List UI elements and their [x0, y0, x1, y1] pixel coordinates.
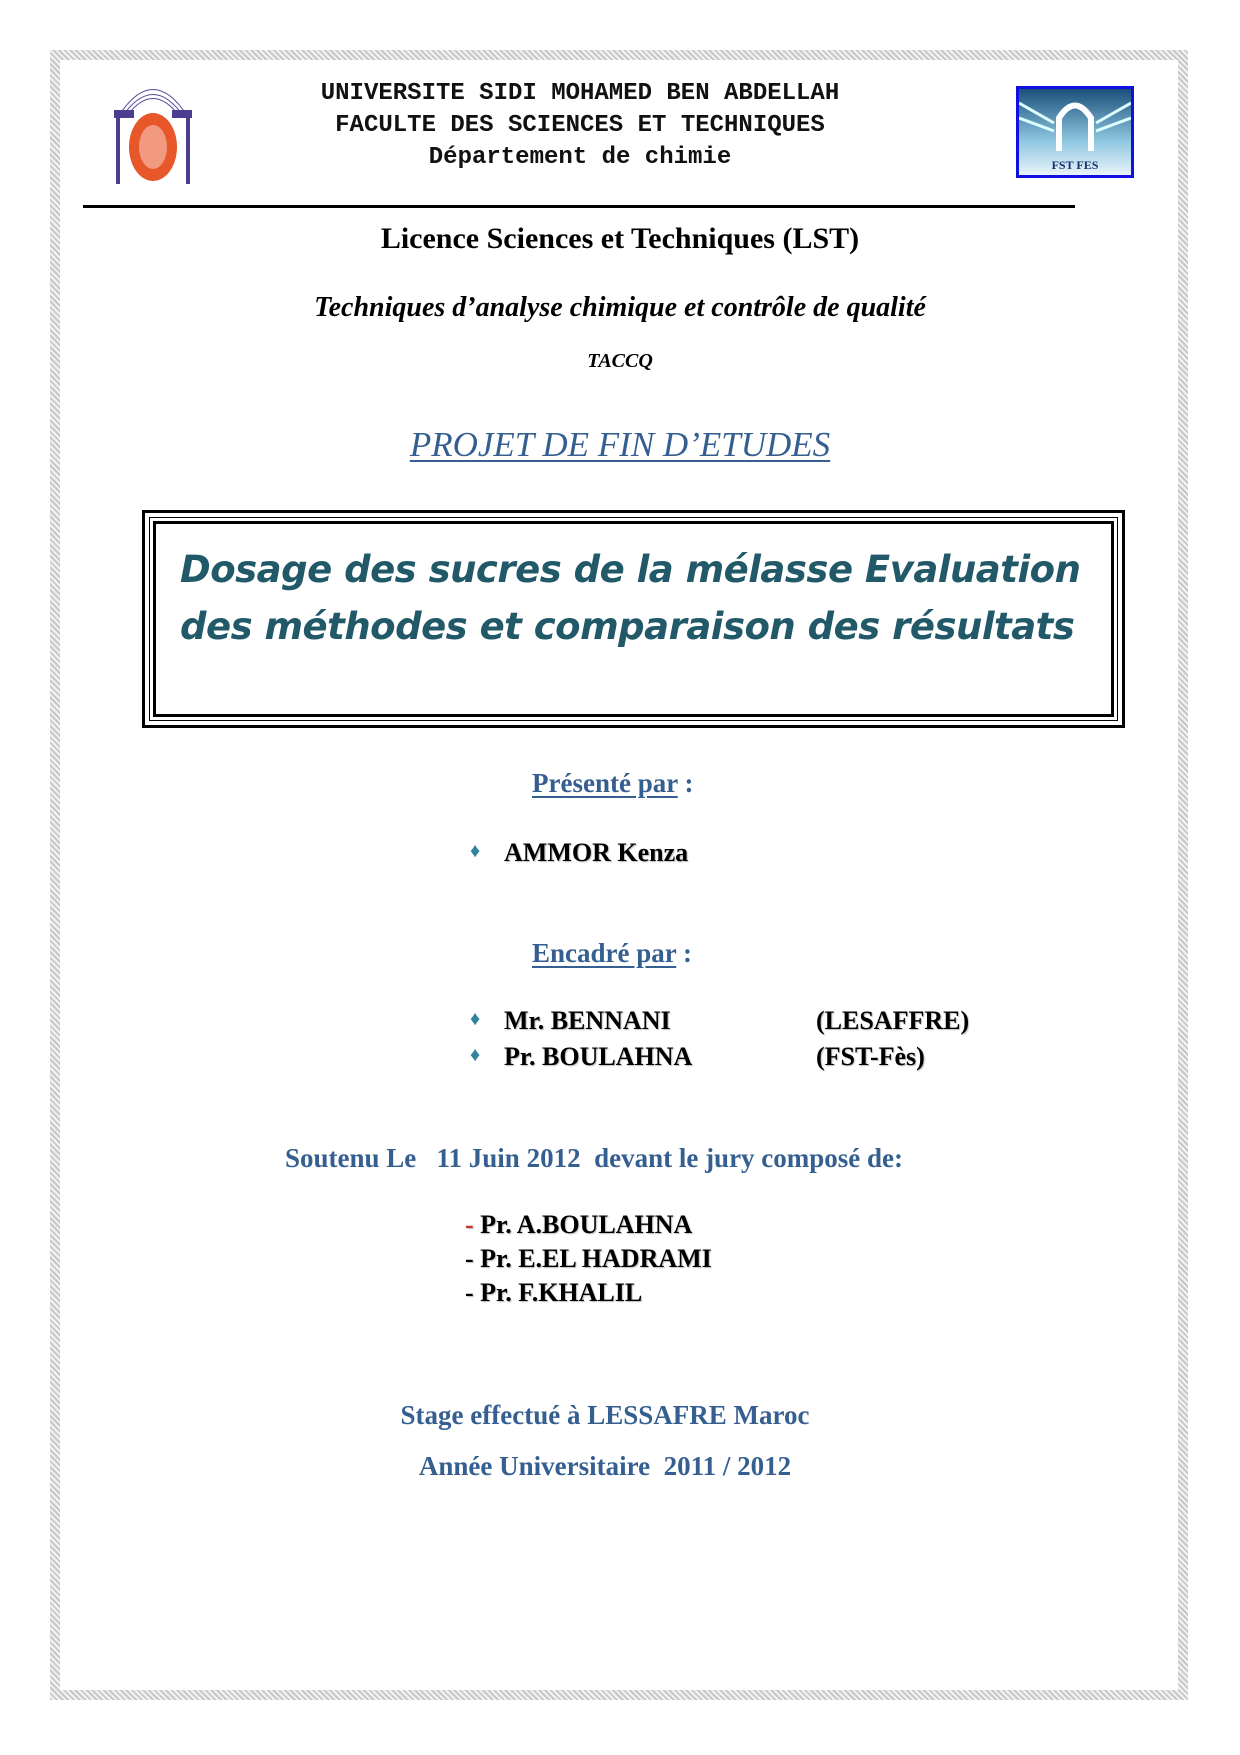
diamond-bullet-icon: ♦	[470, 840, 481, 862]
jury-member	[465, 1278, 642, 1308]
supervised-heading	[532, 938, 692, 969]
supervisor-affiliation: (FST-Fès)	[816, 1042, 925, 1071]
fst-logo	[1016, 86, 1134, 178]
jury-name: Pr. F.KHALIL	[480, 1278, 643, 1307]
degree-title: Licence Sciences et Techniques (LST)	[380, 222, 860, 255]
header-rule	[83, 205, 1075, 208]
jury-name: Pr. E.EL HADRAMI	[480, 1244, 712, 1273]
department-name: Département de chimie	[428, 144, 732, 171]
academic-year: Année Universitaire 2011 / 2012	[418, 1451, 792, 1481]
supervisor-name: Pr. BOULAHNA	[504, 1042, 693, 1071]
student-item	[470, 840, 480, 863]
jury-dash: -	[465, 1278, 481, 1307]
internship-location: Stage effectué à LESSAFRE Maroc	[400, 1400, 810, 1430]
thesis-title-line2: des méthodes et comparaison des résultats	[180, 605, 1075, 648]
jury-member	[465, 1210, 692, 1240]
student-name: AMMOR Kenza	[504, 838, 689, 867]
presented-heading	[532, 768, 693, 799]
project-label	[0, 425, 1240, 465]
presented-colon: :	[677, 768, 694, 798]
specialty-title: Techniques d’analyse chimique et contrôle de qualité	[314, 292, 926, 323]
diamond-bullet-icon: ♦	[470, 1008, 481, 1030]
jury-dash: -	[465, 1210, 481, 1239]
project-label-text: PROJET DE FIN D’ETUDES	[409, 425, 831, 464]
presented-label: Présenté par	[532, 768, 678, 798]
supervised-colon: :	[676, 938, 693, 968]
university-logo	[108, 72, 198, 187]
fst-arch-icon	[1019, 93, 1131, 153]
fst-logo-text: FST FES	[1051, 158, 1099, 172]
specialty-abbreviation: TACCQ	[587, 350, 653, 372]
supervisor-affiliation: (LESAFFRE)	[816, 1006, 970, 1035]
jury-name: Pr. A.BOULAHNA	[480, 1210, 693, 1239]
defense-statement: Soutenu Le 11 Juin 2012 devant le jury composé de:	[285, 1143, 904, 1173]
jury-member	[465, 1244, 712, 1274]
diamond-bullet-icon: ♦	[470, 1044, 481, 1066]
faculty-name: FACULTE DES SCIENCES ET TECHNIQUES	[335, 112, 825, 139]
jury-dash: -	[465, 1244, 481, 1273]
supervisor-name: Mr. BENNANI	[504, 1006, 671, 1035]
university-name: UNIVERSITE SIDI MOHAMED BEN ABDELLAH	[320, 80, 840, 107]
thesis-title-line1: Dosage des sucres de la mélasse Evaluation	[180, 548, 1081, 591]
supervised-label: Encadré par	[532, 938, 677, 968]
